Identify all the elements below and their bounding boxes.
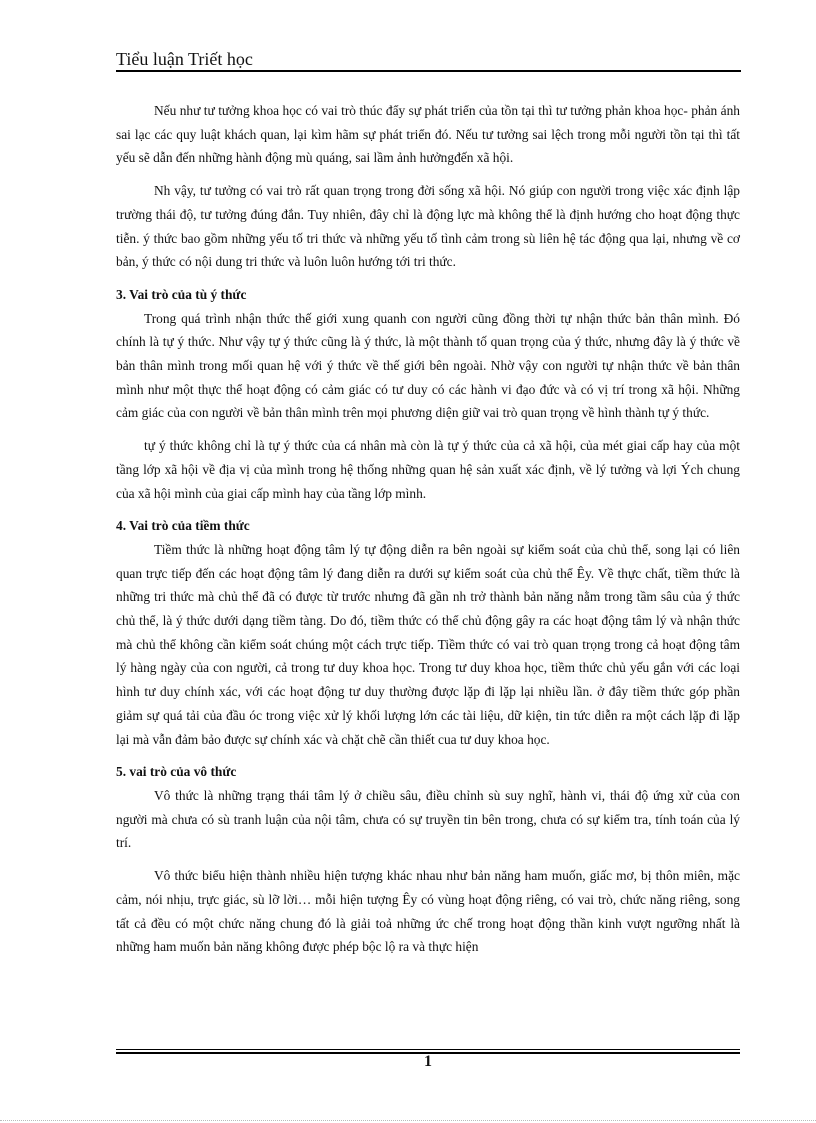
paragraph: Vô thức biểu hiện thành nhiều hiện tượng khác nhau như bản năng ham muốn, giấc mơ, bị thôn miên, mặc cảm, nói nhịu, trực giác, sù lỡ lời… mỗi hiện tượng Êy có vùng hoạt động riêng, có vai trò, chức năng riêng, song tất cả đều có một chức năng chung đó là giải toả những ức chế trong hoạt động thần kinh vượt ngưỡng nhất là những ham muốn bản năng không được phép bộc lộ ra và thực hiện — [116, 868, 740, 955]
header-rule — [116, 70, 741, 72]
section-heading-5: 5. vai trò của vô thức — [116, 764, 237, 780]
section-heading-3: 3. Vai trò của tù ý thức — [116, 286, 247, 302]
footer-rule — [116, 1049, 740, 1050]
paragraph: tự ý thức không chỉ là tự ý thức của cá nhân mà còn là tự ý thức của cả xã hội, của mét giai cấp hay của một tầng lớp xã hội về địa vị của mình trong hệ thống những quan hệ sản xuất xác định, về lý tưởng và lợi Ých chung của xã hội mình của giai cấp mình hay của tầng lớp mình. — [116, 438, 740, 501]
document-body — [116, 99, 740, 959]
paragraph: Trong quá trình nhận thức thế giới xung quanh con người cũng đồng thời tự nhận thức bản thân mình. Đó chính là tự ý thức. Như vậy tự ý thức cũng là ý thức, là một thành tố quan trọng của ý thức, nhưng đây là ý thức về bản thân mình trong mối quan hệ với ý thức về thế giới bên ngoài. Nhờ vậy con người tự nhận thức về bản thân mình như một thực thể hoạt động có cảm giác có tư duy có các hành vi đạo đức và có vị trí trong xã hội. Những cảm giác của con người về bản thân mình trên mọi phương diện giữ vai trò quan trọng về hình thành tự ý thức. — [116, 310, 740, 421]
page-number: 1 — [424, 1053, 432, 1070]
paragraph: Tiềm thức là những hoạt động tâm lý tự động diễn ra bên ngoài sự kiểm soát của chủ thể, song lại có liên quan trực tiếp đến các hoạt động tâm lý đang diễn ra dưới sự kiểm soát của chủ thể Êy. Về thực chất, tiềm thức là những tri thức mà chủ thể đã có được từ trước nhưng đã gần nh trở thành bản năng nằm trong tầm sâu của ý thức chủ thể, là ý thức dưới dạng tiềm tàng. Do đó, tiềm thức có thể chủ động gây ra các hoạt động tâm lý và nhận thức mà chủ thể không cần kiểm soát chúng một cách trực tiếp. Tiềm thức có vai trò quan trọng trong cả hoạt động tâm lý hàng ngày của con người, cả trong tư duy khoa học. Trong tư duy khoa học, tiềm thức chủ yếu gắn với các loại hình tư duy chính xác, với các hoạt động tư duy thường được lặp đi lặp lại nhiều lần. ở đây tiềm thức góp phần giảm sự quá tải của đầu óc trong việc xử lý khối lượng lớn các tài liệu, dữ kiện, tin tức diễn ra một cách lặp đi lặp lại mà vẫn đảm bảo được sự chính xác và chặt chẽ cần thiết cua tư duy khoa học. — [116, 541, 740, 747]
section-heading-4: 4. Vai trò của tiềm thức — [116, 518, 250, 534]
page-edge-divider — [0, 1120, 816, 1121]
paragraph: Vô thức là những trạng thái tâm lý ở chiều sâu, điều chỉnh sù suy nghĩ, hành vi, thái độ ứng xử của con người mà chưa có sù tranh luận của nội tâm, chưa có sự truyền tin bên trong, chưa có sự kiểm tra, tính toán của lý trí. — [116, 787, 740, 851]
paragraph: Nh vậy, tư tưởng có vai trò rất quan trọng trong đời sống xã hội. Nó giúp con người trong việc xác định lập trường thái độ, tư tưởng đúng đắn. Tuy nhiên, đây chỉ là động lực mà không thể là định hướng cho hoạt động thực tiễn. ý thức bao gồm những yếu tố tri thức và những yếu tố tình cảm trong sù liên hệ tác động qua lại, nhưng về cơ bản, ý thức có nội dung tri thức và luôn luôn hướng tới tri thức. — [116, 183, 740, 270]
paragraph: Nếu như tư tưởng khoa học có vai trò thúc đẩy sự phát triển của tồn tại thì tư tưởng phản khoa học- phản ánh sai lạc các quy luật khách quan, lại kìm hãm sự phát triển đó. Nếu tư tưởng sai lệch trong mỗi người tồn tại thì tất yếu sẽ dẫn đến những hành động mù quáng, sai lầm ảnh hưởngđến xã hội. — [116, 103, 740, 166]
page-header-title: Tiểu luận Triết học — [116, 49, 253, 69]
